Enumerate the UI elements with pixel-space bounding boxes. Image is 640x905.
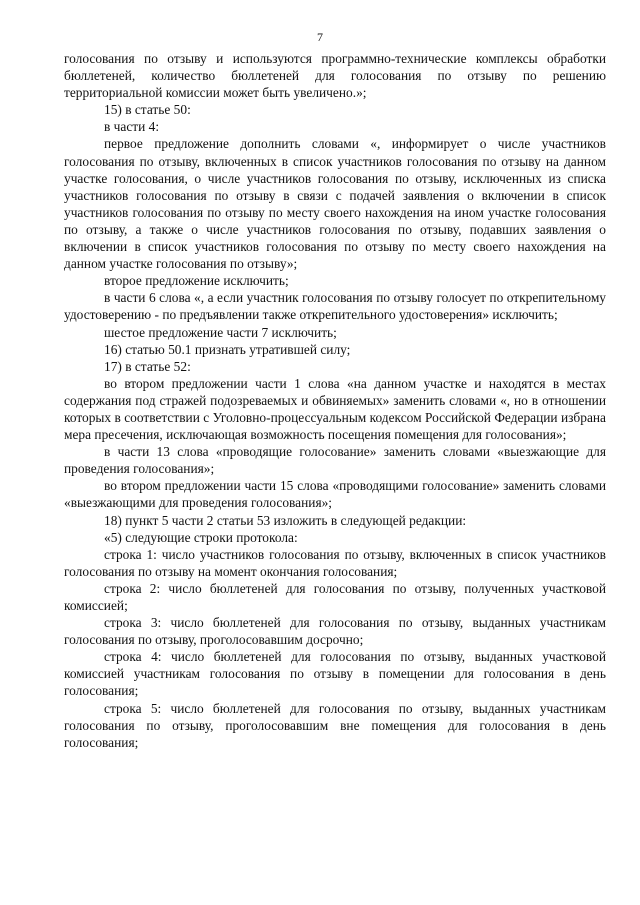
paragraph: во втором предложении части 15 слова «проводящими голосование» заменить словами «выезжающими для проведения голосования»; [64, 478, 606, 511]
paragraph: шестое предложение части 7 исключить; [104, 324, 337, 340]
paragraph: строка 4: число бюллетеней для голосования по отзыву, выданных участковой комиссией участникам голосования по отзыву в помещении для голосования в день голосования; [64, 649, 606, 699]
paragraph: второе предложение исключить; [104, 273, 289, 289]
paragraph: «5) следующие строки протокола: [104, 529, 298, 545]
document-body [64, 50, 606, 751]
paragraph: в части 4: [104, 119, 160, 135]
page-number: 7 [317, 30, 323, 44]
paragraph: 17) в статье 52: [104, 358, 191, 374]
paragraph: строка 1: число участников голосования по отзыву, включенных в список участников голосования по отзыву на момент окончания голосования; [64, 546, 606, 579]
paragraph: в части 6 слова «, а если участник голосования по отзыву голосует по открепительному удостоверению - по предъявлении также открепительного удостоверения» исключить; [64, 290, 606, 323]
paragraph: в части 13 слова «проводящие голосование» заменить словами «выезжающие для проведения голосования»; [64, 444, 606, 477]
paragraph: строка 5: число бюллетеней для голосования по отзыву, выданных участникам голосования по отзыву, проголосовавшим вне помещения для голосования в день голосования; [64, 700, 606, 750]
paragraph: голосования по отзыву и используются программно-технические комплексы обработки бюллетеней, количество бюллетеней для голосования по отзыву по решению территориальной комиссии может быть увеличено.»; [64, 51, 606, 101]
paragraph: 15) в статье 50: [104, 102, 191, 118]
paragraph: первое предложение дополнить словами «, информирует о числе участников голосования по отзыву, включенных в список участников голосования по отзыву на данном участке голосования, о числе участников голосования по отзыву, исключенных из списка участников голосования по отзыву в связи с подачей заявления о включении в список участников голосования по отзыву по месту своего нахождения на ином участке голосования по отзыву, а также о числе участников голосования по отзыву, подавших заявления о включении в список участников голосования по отзыву по месту своего нахождения на данном участке голосования по отзыву»; [64, 136, 606, 272]
paragraph: строка 3: число бюллетеней для голосования по отзыву, выданных участникам голосования по отзыву, проголосовавшим досрочно; [64, 615, 606, 648]
paragraph: 18) пункт 5 части 2 статьи 53 изложить в следующей редакции: [104, 512, 467, 528]
paragraph: строка 2: число бюллетеней для голосования по отзыву, полученных участковой комиссией; [64, 580, 606, 613]
paragraph: во втором предложении части 1 слова «на данном участке и находятся в местах содержания под стражей подозреваемых и обвиняемых» заменить словами «, но в отношении которых в соответствии с Уголовно-процессуальным кодексом Российской Федерации избрана мера пресечения, исключающая возможность посещения помещения для голосования»; [64, 375, 606, 443]
paragraph: 16) статью 50.1 признать утратившей силу; [104, 341, 351, 357]
